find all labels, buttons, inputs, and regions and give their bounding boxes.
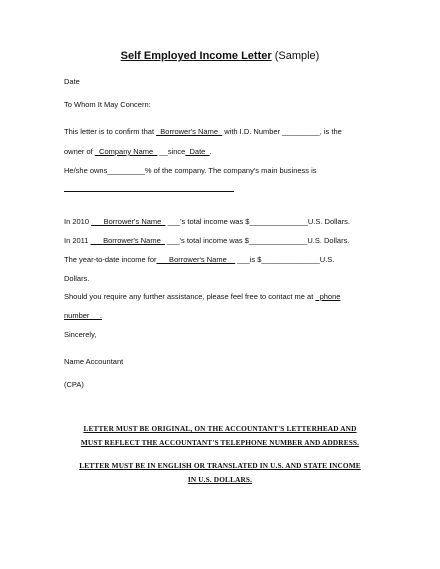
income-2011-line bbox=[64, 236, 349, 245]
ytd-text-b: ___is $______________U.S. bbox=[235, 255, 335, 264]
notice-english-line-1: LETTER MUST BE IN ENGLISH OR TRANSLATED IN U.S. AND STATE INCOME bbox=[79, 461, 361, 470]
phone-field: _phone bbox=[315, 292, 341, 301]
income-2011-text-a: In 2011 bbox=[64, 236, 91, 245]
signer-name: Name Accountant bbox=[64, 357, 124, 366]
date-line: Date bbox=[64, 77, 80, 86]
confirm-text-a: This letter is to confirm that bbox=[64, 127, 157, 136]
income-2011-name-field: ___Borrower's Name_ bbox=[90, 236, 165, 245]
company-name-field: _Company Name_ bbox=[94, 147, 158, 156]
closing: Sincerely, bbox=[64, 330, 97, 339]
since-date-field: _Date_ bbox=[185, 147, 210, 156]
title-sub: (Sample) bbox=[274, 50, 320, 62]
dollars-line: Dollars. bbox=[64, 274, 90, 283]
ownership-line: He/she owns_________% of the company. The company's main business is bbox=[64, 166, 317, 175]
ytd-text-a: The year-to-date income for bbox=[64, 255, 157, 264]
owner-line bbox=[64, 147, 212, 156]
assistance-line bbox=[64, 292, 340, 301]
owner-text-a: owner of bbox=[64, 147, 95, 156]
number-field: number_ _. bbox=[64, 311, 102, 320]
income-2010-name-field: ___Borrower's Name_ bbox=[91, 217, 166, 226]
confirm-line bbox=[64, 127, 342, 136]
ytd-income-line bbox=[64, 255, 334, 264]
ytd-name-field: ___Borrower's Name__ bbox=[156, 255, 236, 264]
income-2010-line bbox=[64, 217, 350, 226]
business-blank-rule bbox=[64, 191, 234, 192]
title-main: Self Employed Income Letter bbox=[120, 50, 272, 62]
confirm-text-b: with I.D. Number _________, is the bbox=[222, 127, 342, 136]
income-2010-text-a: In 2010 bbox=[64, 217, 92, 226]
owner-text-b: __since bbox=[157, 147, 186, 156]
notice-original-line-1: LETTER MUST BE ORIGINAL, ON THE ACCOUNTANT'S LETTERHEAD AND bbox=[83, 424, 357, 433]
notice-original-line-2: MUST REFLECT THE ACCOUNTANT'S TELEPHONE NUMBER AND ADDRESS. bbox=[80, 438, 360, 447]
document-title bbox=[0, 50, 440, 62]
owner-text-c: . bbox=[209, 147, 212, 156]
assistance-text: Should you require any further assistance, please feel free to contact me at bbox=[64, 292, 316, 301]
salutation: To Whom It May Concern: bbox=[64, 100, 151, 109]
income-2010-text-b: ___'s total income was $______________U.S. Dollars. bbox=[165, 217, 350, 226]
signer-title: (CPA) bbox=[64, 380, 84, 389]
notice-english-line-2: IN U.S. DOLLARS. bbox=[187, 475, 253, 484]
income-2011-text-b: ___'s total income was $______________U.S. Dollars. bbox=[164, 236, 350, 245]
borrower-name-field: _Borrower's Name_ bbox=[156, 127, 223, 136]
